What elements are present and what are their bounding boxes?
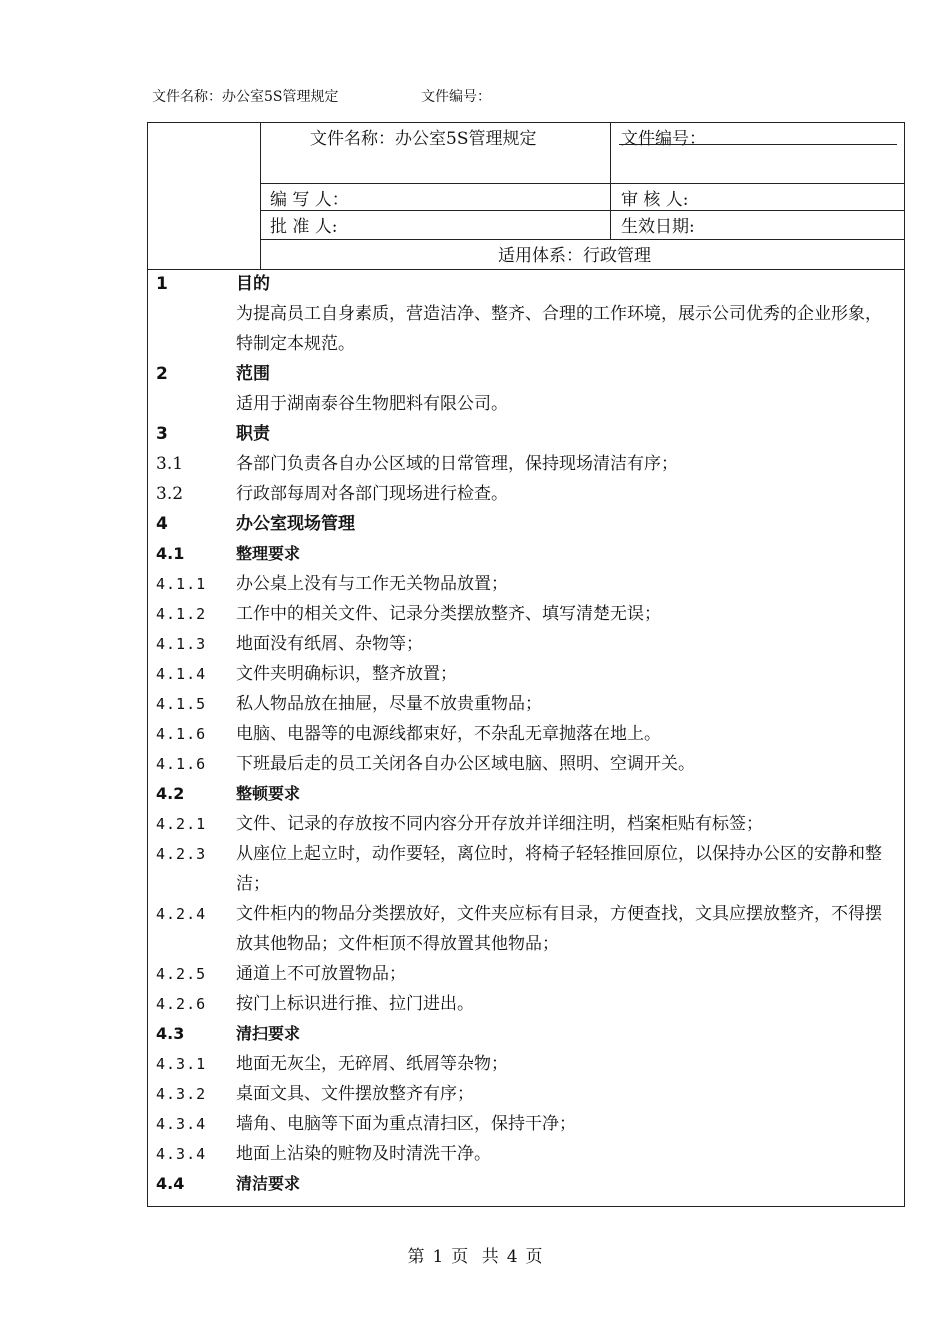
section-number: 4.3 bbox=[156, 1024, 185, 1043]
section-text: 地面上沾染的赃物及时清洗干净。 bbox=[236, 1144, 491, 1164]
section-row bbox=[148, 959, 904, 989]
section-number: 4.1.3 bbox=[156, 635, 207, 653]
section-row bbox=[148, 719, 904, 749]
section-number: 4.2.4 bbox=[156, 905, 207, 923]
section-row bbox=[148, 569, 904, 599]
section-number: 4.1.6 bbox=[156, 725, 207, 743]
section-number: 4.2.1 bbox=[156, 815, 207, 833]
section-text: 下班最后走的员工关闭各自办公区域电脑、照明、空调开关。 bbox=[236, 754, 695, 774]
row-divider-1 bbox=[260, 183, 904, 184]
section-number: 4.3.2 bbox=[156, 1085, 207, 1103]
section-number: 4.3.1 bbox=[156, 1055, 207, 1073]
section-text: 地面没有纸屑、杂物等； bbox=[236, 634, 423, 654]
section-row bbox=[148, 419, 904, 449]
section-text: 适用于湖南泰谷生物肥料有限公司。 bbox=[236, 394, 508, 414]
section-text: 办公桌上没有与工作无关物品放置； bbox=[236, 574, 508, 594]
section-text: 清洁要求 bbox=[236, 1174, 301, 1193]
table-file-name: 文件名称：办公室5S管理规定 bbox=[310, 129, 537, 149]
section-number: 4.4 bbox=[156, 1174, 185, 1193]
section-number: 4.1.2 bbox=[156, 605, 207, 623]
section-row bbox=[148, 839, 904, 899]
section-row bbox=[148, 1079, 904, 1109]
header-file-name: 文件名称：办公室5S管理规定 bbox=[152, 89, 339, 105]
section-text: 按门上标识进行推、拉门进出。 bbox=[236, 994, 474, 1014]
section-row bbox=[148, 629, 904, 659]
section-number: 4.2 bbox=[156, 784, 185, 803]
header-file-number: 文件编号： bbox=[420, 89, 491, 105]
section-text: 地面无灰尘，无碎屑、纸屑等杂物； bbox=[236, 1054, 508, 1074]
section-text: 整顿要求 bbox=[236, 784, 301, 803]
row-divider-2 bbox=[260, 210, 904, 211]
section-text: 职责 bbox=[236, 424, 270, 444]
section-row bbox=[148, 539, 904, 569]
footer-total-pages: 4 bbox=[506, 1247, 518, 1267]
section-text: 清扫要求 bbox=[236, 1024, 301, 1043]
section-row bbox=[148, 269, 904, 299]
section-text: 文件柜内的物品分类摆放好，文件夹应标有目录，方便查找，文具应摆放整齐，不得摆放其他物品；文件柜顶不得放置其他物品； bbox=[236, 904, 882, 954]
section-row bbox=[148, 599, 904, 629]
section-number: 4.2.5 bbox=[156, 965, 207, 983]
table-author: 编 写 人： bbox=[270, 190, 349, 210]
section-text: 通道上不可放置物品； bbox=[236, 964, 406, 984]
footer-page-unit: 页 bbox=[451, 1247, 469, 1267]
section-text: 工作中的相关文件、记录分类摆放整齐、填写清楚无误； bbox=[236, 604, 661, 624]
section-number: 2 bbox=[156, 364, 168, 384]
table-file-number: 文件编号： bbox=[621, 129, 706, 149]
section-row bbox=[148, 749, 904, 779]
file-number-underline bbox=[619, 144, 897, 145]
footer-total-unit: 页 bbox=[525, 1247, 543, 1267]
document-frame bbox=[147, 122, 905, 1207]
section-row bbox=[148, 1109, 904, 1139]
section-row bbox=[148, 689, 904, 719]
section-text: 范围 bbox=[236, 364, 270, 384]
page-header bbox=[152, 86, 491, 106]
section-text: 文件夹明确标识，整齐放置； bbox=[236, 664, 457, 684]
section-row bbox=[148, 899, 904, 959]
footer-current-page: 1 bbox=[432, 1247, 444, 1267]
section-number: 4.3.4 bbox=[156, 1115, 207, 1133]
section-row bbox=[148, 779, 904, 809]
section-row bbox=[148, 1139, 904, 1169]
section-number: 4.3.4 bbox=[156, 1145, 207, 1163]
logo-cell-divider bbox=[260, 123, 261, 269]
table-applicable-system: 适用体系：行政管理 bbox=[498, 246, 651, 266]
section-text: 为提高员工自身素质，营造洁净、整齐、合理的工作环境，展示公司优秀的企业形象，特制定本规范。 bbox=[236, 304, 882, 354]
section-row bbox=[148, 449, 904, 479]
table-reviewer: 审 核 人: bbox=[621, 190, 689, 210]
section-text: 行政部每周对各部门现场进行检查。 bbox=[236, 484, 508, 504]
document-body bbox=[148, 269, 904, 1199]
table-approver: 批 准 人: bbox=[270, 217, 338, 237]
section-number: 3.2 bbox=[156, 484, 184, 504]
footer-page-label: 第 bbox=[407, 1247, 425, 1267]
section-row bbox=[148, 809, 904, 839]
section-row bbox=[148, 1049, 904, 1079]
section-number: 4.1.4 bbox=[156, 665, 207, 683]
footer-total-label: 共 bbox=[481, 1247, 499, 1267]
section-number bbox=[148, 299, 236, 359]
section-text: 整理要求 bbox=[236, 544, 301, 563]
section-number: 4.1.5 bbox=[156, 695, 207, 713]
section-row bbox=[148, 359, 904, 389]
section-number bbox=[148, 389, 236, 419]
section-text: 各部门负责各自办公区域的日常管理，保持现场清洁有序； bbox=[236, 454, 678, 474]
section-number: 4.1.1 bbox=[156, 575, 207, 593]
section-text: 私人物品放在抽屉，尽量不放贵重物品； bbox=[236, 694, 542, 714]
section-number: 4.2.6 bbox=[156, 995, 207, 1013]
table-effective-date: 生效日期: bbox=[621, 217, 695, 237]
section-number: 4 bbox=[156, 514, 168, 534]
section-row bbox=[148, 659, 904, 689]
section-text: 电脑、电器等的电源线都束好，不杂乱无章抛落在地上。 bbox=[236, 724, 661, 744]
section-text: 目的 bbox=[236, 274, 270, 294]
section-number: 1 bbox=[156, 274, 168, 294]
section-row bbox=[148, 299, 904, 359]
section-row bbox=[148, 1169, 904, 1199]
section-text: 墙角、电脑等下面为重点清扫区，保持干净； bbox=[236, 1114, 576, 1134]
section-row bbox=[148, 479, 904, 509]
page-footer bbox=[0, 1242, 950, 1267]
section-row bbox=[148, 509, 904, 539]
section-text: 办公室现场管理 bbox=[236, 514, 355, 534]
section-text: 从座位上起立时，动作要轻，离位时，将椅子轻轻推回原位，以保持办公区的安静和整洁； bbox=[236, 844, 882, 894]
section-number: 4.1 bbox=[156, 544, 185, 563]
section-number: 3 bbox=[156, 424, 168, 444]
section-text: 文件、记录的存放按不同内容分开存放并详细注明，档案柜贴有标签； bbox=[236, 814, 763, 834]
section-number: 4.2.3 bbox=[156, 845, 207, 863]
section-number: 4.1.6 bbox=[156, 755, 207, 773]
section-row bbox=[148, 989, 904, 1019]
section-text: 桌面文具、文件摆放整齐有序； bbox=[236, 1084, 474, 1104]
row-divider-3 bbox=[260, 239, 904, 240]
section-row bbox=[148, 1019, 904, 1049]
section-number: 3.1 bbox=[156, 454, 184, 474]
middle-divider bbox=[610, 123, 611, 239]
section-row bbox=[148, 389, 904, 419]
